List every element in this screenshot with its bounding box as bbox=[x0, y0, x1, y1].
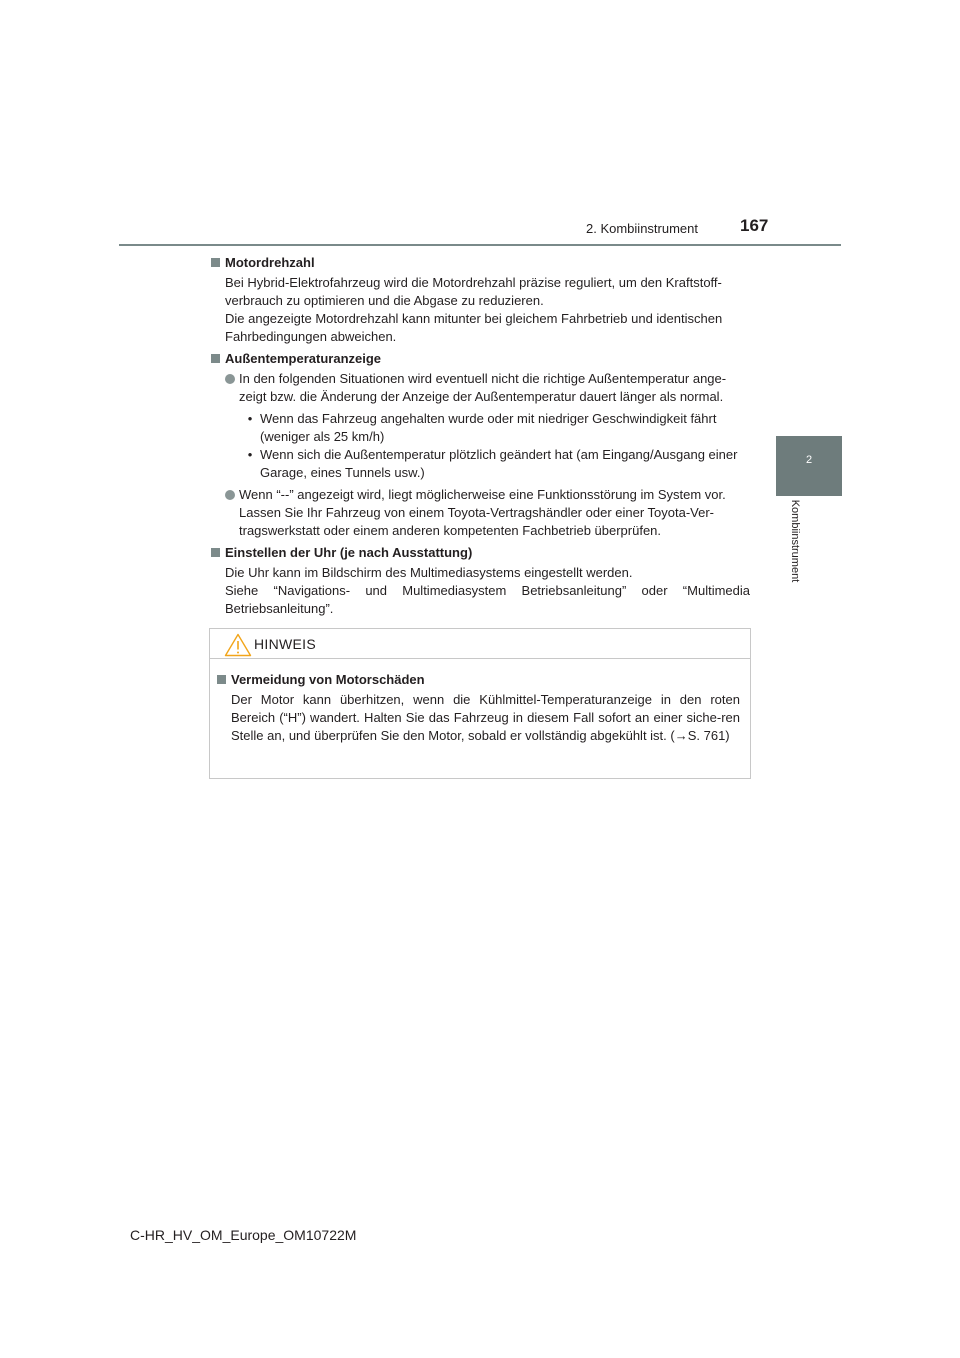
bullet-text: Wenn das Fahrzeug angehalten wurde oder mit niedriger Geschwindigkeit fährt (weniger als 25 km/h) bbox=[260, 411, 717, 444]
bullet-text: Wenn sich die Außentemperatur plötzlich geändert hat (am Eingang/Ausgang einer Garage, eines Tunnels usw.) bbox=[260, 447, 738, 480]
section-title bbox=[210, 544, 750, 562]
section-body bbox=[225, 274, 750, 346]
list-item-text: In den folgenden Situationen wird eventuell nicht die richtige Außentemperatur ange-zeigt bzw. die Änderung der Anzeige der Außentemperatur dauert länger als normal. bbox=[239, 371, 727, 404]
body-line: Fahrbedingungen abweichen. bbox=[225, 329, 397, 344]
body-line: Bei Hybrid-Elektrofahrzeug wird die Motordrehzahl präzise reguliert, um den Kraftstoff- bbox=[225, 275, 722, 290]
bullet-item bbox=[240, 410, 750, 446]
notice-body bbox=[210, 659, 750, 745]
body-line: Die Uhr kann im Bildschirm des Multimediasystems eingestellt werden. bbox=[225, 565, 633, 580]
circle-bullet-icon bbox=[225, 490, 235, 500]
square-bullet-icon bbox=[211, 354, 220, 363]
section-motordrehzahl bbox=[210, 254, 750, 346]
body-line: Siehe “Navigations- und Multimediasystem Betriebsanleitung” oder “Multimedia bbox=[225, 583, 750, 598]
chapter-number: 2 bbox=[805, 454, 813, 466]
chapter-tab bbox=[776, 436, 842, 496]
body-line: verbrauch zu optimieren und die Abgase zu reduzieren. bbox=[225, 293, 544, 308]
list-item bbox=[225, 486, 750, 540]
square-bullet-icon bbox=[217, 675, 226, 684]
bullet-dot-icon: • bbox=[247, 447, 253, 462]
section-aussentemperatur bbox=[210, 350, 750, 540]
section-uhr bbox=[210, 544, 750, 618]
notice-box bbox=[209, 628, 751, 779]
section-title-text: Einstellen der Uhr (je nach Ausstattung) bbox=[225, 545, 473, 560]
document-code: C-HR_HV_OM_Europe_OM10722M bbox=[130, 1227, 357, 1243]
list-item bbox=[225, 370, 750, 406]
circle-bullet-icon bbox=[225, 374, 235, 384]
body-line: Betriebsanleitung”. bbox=[225, 601, 334, 616]
notice-title: HINWEIS bbox=[254, 636, 316, 652]
section-title bbox=[210, 350, 750, 368]
section-title-text: Außentemperaturanzeige bbox=[225, 351, 382, 366]
warning-triangle-icon bbox=[224, 633, 252, 657]
bullet-item bbox=[240, 446, 750, 482]
chapter-label: Kombiinstrument bbox=[789, 499, 801, 583]
notice-header bbox=[210, 629, 750, 659]
bullet-list bbox=[240, 410, 750, 482]
section-title bbox=[210, 254, 750, 272]
body-line: Die angezeigte Motordrehzahl kann mitunter bei gleichem Fahrbetrieb und identischen bbox=[225, 311, 723, 326]
section-title-text: Motordrehzahl bbox=[225, 255, 315, 270]
main-content bbox=[210, 254, 750, 622]
square-bullet-icon bbox=[211, 258, 220, 267]
header-divider bbox=[119, 244, 841, 246]
notice-heading-text: Vermeidung von Motorschäden bbox=[231, 672, 425, 687]
page-number: 167 bbox=[740, 216, 769, 235]
notice-heading bbox=[216, 671, 740, 689]
bullet-dot-icon: • bbox=[247, 411, 253, 426]
header-section-title: 2. Kombiinstrument bbox=[586, 221, 698, 236]
section-body bbox=[225, 564, 750, 618]
square-bullet-icon bbox=[211, 548, 220, 557]
list-item-text: Wenn “--” angezeigt wird, liegt möglicherweise eine Funktionsstörung im System vor. Lassen Sie Ihr Fahrzeug von einem Toyota-Vertragshändler oder einer Toyota-Ver-tragswerkstatt oder einem anderen kompetenten Fachbetrieb überprüfen. bbox=[239, 487, 726, 538]
notice-text: Der Motor kann überhitzen, wenn die Kühlmittel-Temperaturanzeige in den roten Bereich (“H”) wandert. Halten Sie das Fahrzeug in diesem Fall sofort an einer siche-ren Stelle an, und überprüfen Sie den Motor, sobald er vollständig abgekühlt ist. (→S. 761) bbox=[231, 692, 740, 743]
